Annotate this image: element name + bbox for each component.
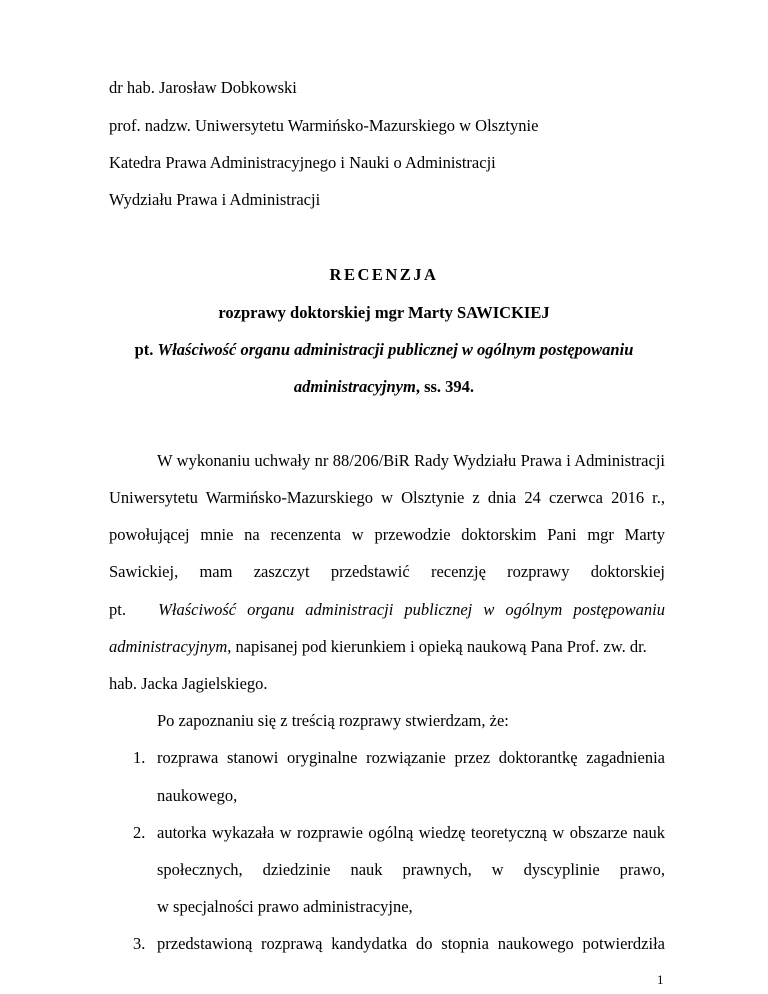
paragraph-1-pt: pt. xyxy=(109,600,126,619)
list-item-2-line-3: w specjalności prawo administracyjne, xyxy=(157,897,413,916)
page-number: 1 xyxy=(657,972,664,987)
list-item-2-line-2: społecznych, dziedzinie nauk prawnych, w dyscyplinie prawo, xyxy=(157,860,665,879)
paragraph-1-work-title: Właściwość organu administracji publicznej w ogólnym postępowaniu xyxy=(158,600,665,619)
author-name: dr hab. Jarosław Dobkowski xyxy=(109,78,297,97)
author-faculty: Wydziału Prawa i Administracji xyxy=(109,190,321,209)
list-item-3-line-1: przedstawioną rozprawą kandydatka do stopnia naukowego potwierdziła xyxy=(157,934,665,953)
paragraph-1-line-1: W wykonaniu uchwały nr 88/206/BiR Rady Wydziału Prawa i Administracji xyxy=(157,451,665,470)
paragraph-1-line-6 xyxy=(109,637,647,657)
paragraph-1-line-4: Sawickiej, mam zaszczyt przedstawić recenzję rozprawy doktorskiej xyxy=(109,562,665,581)
author-department: Katedra Prawa Administracyjnego i Nauki o Administracji xyxy=(109,153,496,172)
paragraph-1-work-title-end: administracyjnym xyxy=(109,637,228,656)
work-title-italic-2: administracyjnym xyxy=(293,377,416,396)
paragraph-1-line-6-rest: , napisanej pod kierunkiem i opieką naukową Pana Prof. zw. dr. xyxy=(227,637,647,656)
work-title-line-2 xyxy=(0,377,768,397)
list-item-2-number: 2. xyxy=(133,823,146,842)
work-title-prefix: pt. xyxy=(134,340,154,359)
work-title-pages: , ss. 394. xyxy=(415,377,475,396)
work-title-line-1 xyxy=(0,340,768,360)
list-item-2-line-1: autorka wykazała w rozprawie ogólną wiedzę teoretyczną w obszarze nauk xyxy=(157,823,665,842)
review-heading: RECENZJA xyxy=(329,265,439,284)
paragraph-1-line-5 xyxy=(109,600,665,620)
author-position: prof. nadzw. Uniwersytetu Warmińsko-Mazurskiego w Olsztynie xyxy=(109,116,539,135)
paragraph-1-line-7: hab. Jacka Jagielskiego. xyxy=(109,674,268,693)
paragraph-1-line-2: Uniwersytetu Warmińsko-Mazurskiego w Olsztynie z dnia 24 czerwca 2016 r., xyxy=(109,488,665,507)
paragraph-1-line-3: powołującej mnie na recenzenta w przewodzie doktorskim Pani mgr Marty xyxy=(109,525,665,544)
list-item-3-overflow-lines xyxy=(157,958,665,978)
paragraph-2-intro: Po zapoznaniu się z treścią rozprawy stwierdzam, że: xyxy=(157,711,509,730)
work-title-italic-1: Właściwość organu administracji publicznej w ogólnym postępowaniu xyxy=(157,340,634,359)
list-item-1-line-2: naukowego, xyxy=(157,786,238,805)
list-item-3-number: 3. xyxy=(133,934,146,953)
review-subtitle: rozprawy doktorskiej mgr Marty SAWICKIEJ xyxy=(218,303,550,322)
list-item-1-number: 1. xyxy=(133,748,146,767)
list-item-1-line-1: rozprawa stanowi oryginalne rozwiązanie przez doktorantkę zagadnienia xyxy=(157,748,665,767)
